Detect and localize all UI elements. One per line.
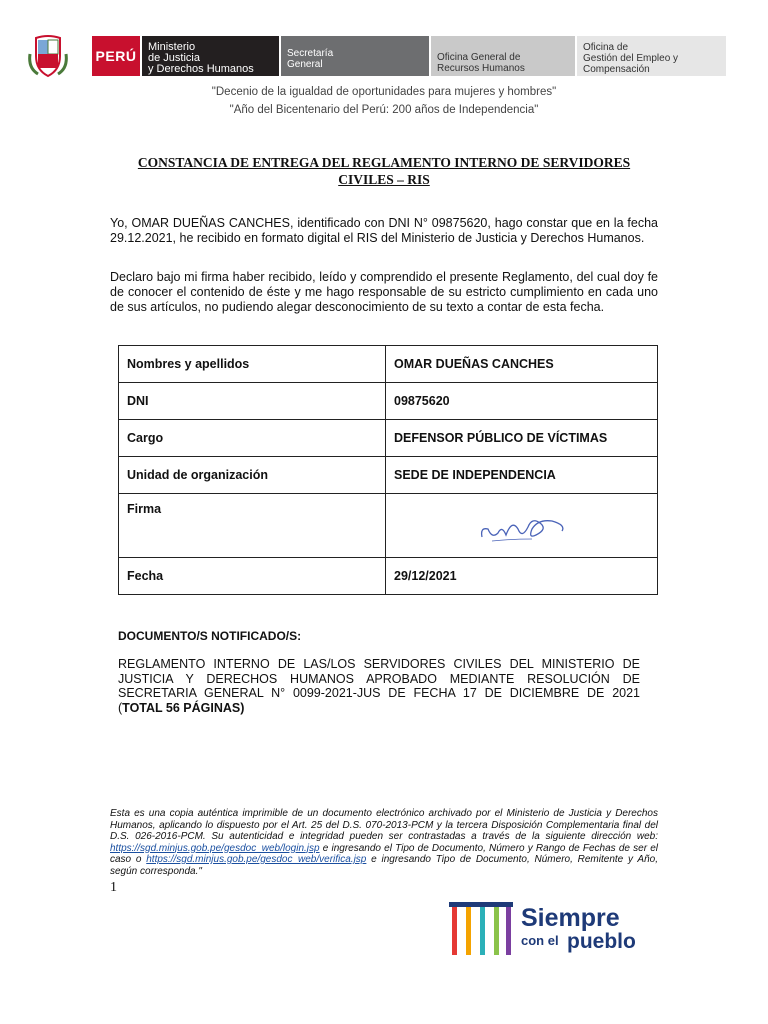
row-label: Unidad de organización — [119, 457, 386, 494]
document-title: CONSTANCIA DE ENTREGA DEL REGLAMENTO INTERNO DE SERVIDORES CIVILES – RIS — [137, 155, 631, 187]
slogan-logo-icon — [449, 898, 515, 958]
paragraph-2: Declaro bajo mi firma haber recibido, leído y comprendido el presente Reglamento, del cual doy fe de conocer el contenido de éste y me hago responsable de su estricto cumplimiento en cada uno de sus artículos, no pudiendo alegar desconocimiento de su texto a contar de esta fecha. — [110, 270, 658, 314]
year-motto-2: "Año del Bicentenario del Perú: 200 años de Independencia" — [229, 104, 539, 116]
row-label: Cargo — [119, 420, 386, 457]
signature-cell — [386, 494, 658, 558]
secretaria-box: Secretaría General — [281, 36, 429, 76]
slogan-con-el: con el — [521, 933, 559, 948]
row-value: DEFENSOR PÚBLICO DE VÍCTIMAS — [386, 420, 658, 457]
rrhh-box: Oficina General de Recursos Humanos — [431, 36, 575, 76]
employee-info-table — [118, 345, 658, 595]
year-motto-3-cut — [0, 122, 768, 130]
authenticity-footer: Esta es una copia auténtica imprimible de un documento electrónico archivado por el Ministerio de Justicia y Derechos Humanos, aplicando lo dispuesto por el Art. 25 del D.S. 070-2013-PCM y la tercera Disposición Complementaria final del D.S. 026-2016-PCM. Su autenticidad e integridad pueden ser contrastadas a través de la siguiente dirección web: https://sgd.minjus.gob.pe/gesdoc_web/login.jsp e ingresando el Tipo de Documento, Número y Rango de Fechas de ser el caso o https://sgd.minjus.gob.pe/gesdoc_web/verifica.jsp e ingresando Tipo de Documento, Número, Remitente y Año, según corresponda." — [110, 808, 658, 877]
slogan-pueblo: pueblo — [567, 930, 636, 953]
ministry-box: Ministerio de Justicia y Derechos Humanos — [142, 36, 279, 76]
coat-of-arms-icon — [28, 34, 68, 78]
row-value: 29/12/2021 — [386, 558, 658, 595]
row-value: 09875620 — [386, 383, 658, 420]
docs-description: REGLAMENTO INTERNO DE LAS/LOS SERVIDORES CIVILES DEL MINISTERIO DE JUSTICIA Y DERECHOS HUMANOS APROBADO MEDIANTE RESOLUCIÓN DE SECRETARIA GENERAL N° 0099-2021-JUS DE FECHA 17 DE DICIEMBRE DE 2021 (TOTAL 56 PÁGINAS) — [118, 657, 640, 715]
peru-label: PERÚ — [92, 36, 140, 76]
row-value: SEDE DE INDEPENDENCIA — [386, 457, 658, 494]
row-label: Nombres y apellidos — [119, 346, 386, 383]
slogan-line-1: Siempre — [521, 904, 620, 932]
row-label: Fecha — [119, 558, 386, 595]
row-value: OMAR DUEÑAS CANCHES — [386, 346, 658, 383]
paragraph-1: Yo, OMAR DUEÑAS CANCHES, identificado con DNI N° 09875620, hago constar que en la fecha 29.12.2021, he recibido en formato digital el RIS del Ministerio de Justicia y Derechos Humanos. — [110, 216, 658, 245]
table-row — [119, 346, 658, 383]
year-motto-1: "Decenio de la igualdad de oportunidades para mujeres y hombres" — [211, 86, 557, 98]
table-row — [119, 457, 658, 494]
login-link[interactable]: https://sgd.minjus.gob.pe/gesdoc_web/login.jsp — [110, 842, 320, 854]
page-number: 1 — [110, 880, 117, 895]
empleo-box: Oficina de Gestión del Empleo y Compensación — [577, 36, 726, 76]
verifica-link[interactable]: https://sgd.minjus.gob.pe/gesdoc_web/verifica.jsp — [146, 854, 367, 865]
table-row — [119, 558, 658, 595]
row-label: DNI — [119, 383, 386, 420]
table-row — [119, 383, 658, 420]
row-label: Firma — [119, 494, 386, 558]
letterhead — [24, 34, 702, 76]
signature-icon — [462, 499, 582, 549]
table-row — [119, 420, 658, 457]
table-row — [119, 494, 658, 558]
docs-heading: DOCUMENTO/S NOTIFICADO/S: — [118, 629, 302, 643]
